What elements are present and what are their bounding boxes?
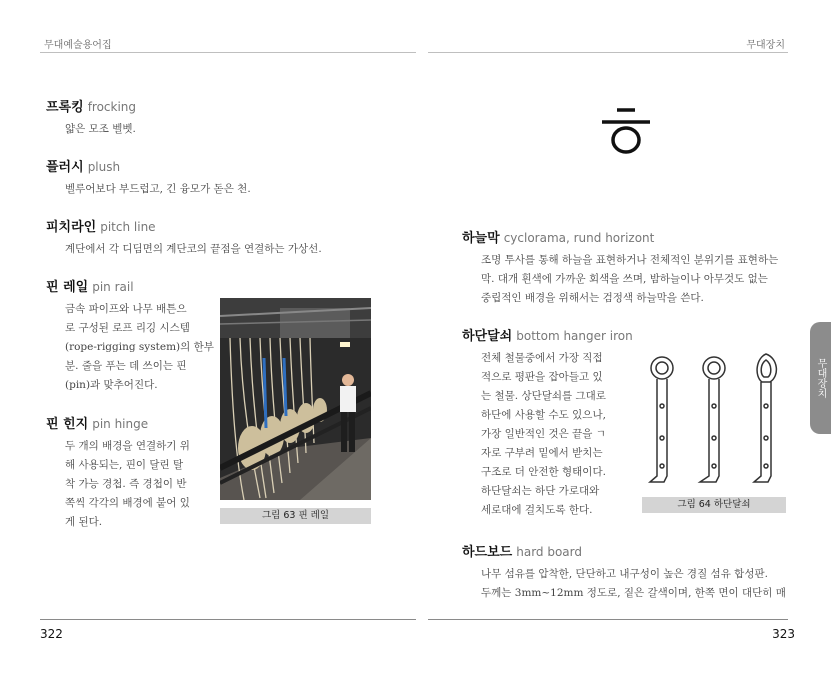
running-header-right: 무대장치 bbox=[746, 40, 785, 51]
section-side-tab-label: 무대장치 bbox=[815, 358, 826, 398]
entry-definition: 금속 파이프와 나무 배튼으 로 구성된 로프 리깅 시스템 (rope-rigging system)의 한부 분. 줄을 푸는 데 쓰이는 핀 (pin)과 맞추어진다. bbox=[65, 303, 214, 391]
entry-definition: 조명 투사를 통해 하늘을 표현하거나 전체적인 분위기를 표현하는 막. 대개 흰색에 가까운 회색을 쓰며, 밤하늘이나 아무것도 없는 중립적인 배경을 위해서는 검정색 하늘막을 쓴다. bbox=[481, 254, 779, 304]
entry-definition: 벨루어보다 부드럽고, 긴 융모가 돋은 천. bbox=[65, 183, 251, 195]
bottom-hanger-iron-illustration bbox=[640, 346, 788, 492]
entry-pin-hinge bbox=[46, 413, 190, 532]
entry-definition: 계단에서 각 디딤면의 계단코의 끝점을 연결하는 가상선. bbox=[65, 243, 322, 255]
entry-definition: 얇은 모조 벨벳. bbox=[65, 123, 136, 135]
pin-rail-photo bbox=[220, 298, 371, 500]
section-side-tab bbox=[810, 322, 831, 434]
pin-rail-illustration bbox=[220, 298, 371, 500]
entry-plush bbox=[46, 156, 251, 199]
footer-rule-right bbox=[428, 619, 788, 620]
figure-64-caption: 그림 64 하단달쇠 bbox=[642, 497, 786, 513]
figure-63-caption: 그림 63 핀 레일 bbox=[220, 508, 371, 524]
entry-term: 핀 레일 pin rail bbox=[46, 280, 134, 295]
entry-hard-board bbox=[462, 541, 786, 603]
page-number-right: 323 bbox=[772, 627, 795, 641]
entry-bottom-hanger-iron bbox=[462, 325, 633, 520]
entry-term: 프록킹 frocking bbox=[46, 100, 137, 115]
entry-frocking bbox=[46, 96, 136, 139]
header-rule-right bbox=[428, 52, 788, 53]
entry-term: 하드보드 hard board bbox=[462, 545, 582, 560]
footer-rule-left bbox=[40, 619, 416, 620]
entry-term: 피치라인 pitch line bbox=[46, 220, 156, 235]
page-number-left: 322 bbox=[40, 627, 63, 641]
header-rule-left bbox=[40, 52, 416, 53]
entry-cyclorama bbox=[462, 227, 778, 308]
entry-definition: 나무 섬유를 압착한, 단단하고 내구성이 높은 경질 섬유 합성판. 두께는 3mm~12mm 정도로, 짙은 갈색이며, 한쪽 면이 대단히 매 bbox=[481, 568, 786, 599]
entry-definition: 전체 철물중에서 가장 직접 적으로 평판을 잡아들고 있 는 철물. 상단달쇠를 그대로 하단에 사용할 수도 있으나, 가장 일반적인 것은 끝을 ㄱ 자로 구부려 밑에서 받치는 구조로 더 안전한 형태이다. 하단달쇠는 하단 가로대와 세로대에 걸치도록 한다. bbox=[481, 352, 606, 516]
entry-term: 하늘막 cyclorama, rund horizont bbox=[462, 231, 655, 246]
entry-term: 플러시 plush bbox=[46, 160, 121, 175]
entry-definition: 두 개의 배경을 연결하기 위 해 사용되는, 핀이 달린 탈 착 가능 경첩. 즉 경첩이 반 쪽씩 각각의 배경에 붙어 있 게 된다. bbox=[65, 440, 190, 528]
entry-term: 하단달쇠 bottom hanger iron bbox=[462, 329, 633, 344]
entry-pitch-line bbox=[46, 216, 322, 259]
section-letter-hieut bbox=[596, 106, 656, 158]
entry-term: 핀 힌지 pin hinge bbox=[46, 417, 149, 432]
running-header-left: 무대예술용어집 bbox=[44, 40, 112, 51]
entry-pin-rail bbox=[46, 276, 214, 395]
